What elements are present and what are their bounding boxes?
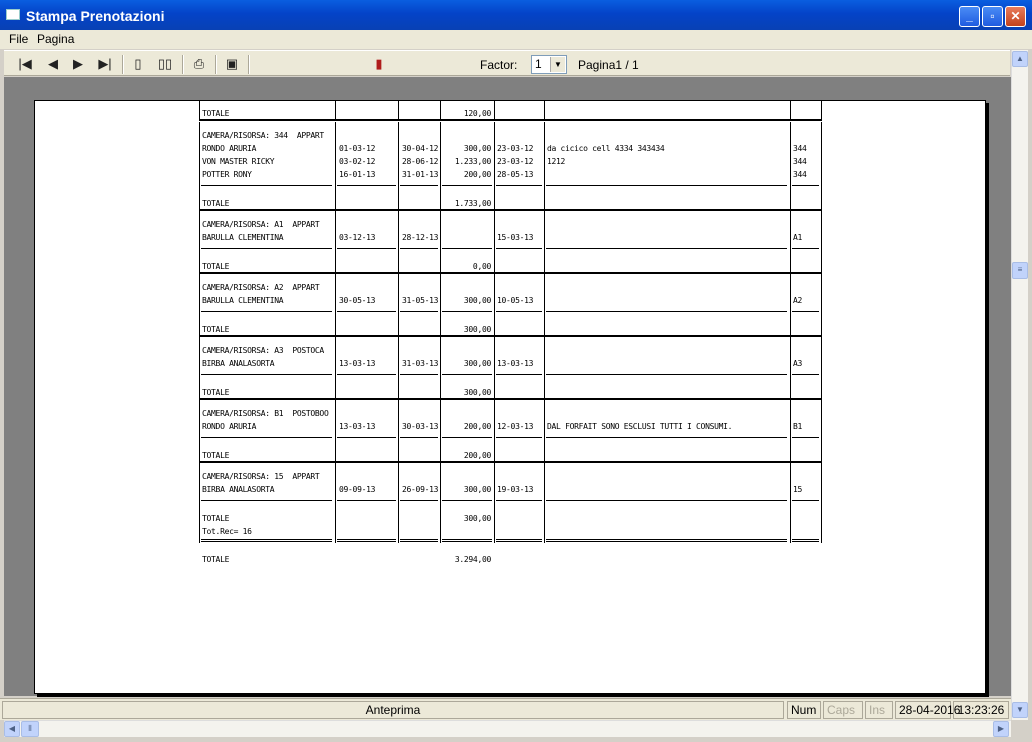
close-button[interactable]: ✕ <box>1005 6 1026 27</box>
table-cell: da cicico cell 4334 343434 <box>547 144 665 153</box>
status-time: 13:23:26 <box>953 701 1009 719</box>
table-cell: 1212 <box>547 157 566 166</box>
column-divider <box>199 211 200 274</box>
column-divider <box>821 101 822 121</box>
column-divider <box>398 122 399 211</box>
column-divider <box>821 337 822 400</box>
column-divider <box>821 274 822 337</box>
table-cell: 300,00 <box>463 359 491 368</box>
table-cell: 16-01-13 <box>339 170 376 179</box>
column-underline <box>546 248 787 249</box>
group-separator <box>199 461 821 463</box>
column-divider <box>440 400 441 463</box>
two-pages-icon[interactable]: ▯▯ <box>157 56 173 71</box>
table-cell: 23-03-12 <box>497 144 534 153</box>
factor-label: Factor: <box>480 58 518 72</box>
column-underline <box>496 437 542 438</box>
table-cell: 30-05-13 <box>339 296 376 305</box>
column-underline <box>496 539 542 542</box>
group-separator <box>199 398 821 400</box>
toolbar-separator <box>248 55 250 74</box>
column-divider <box>494 122 495 211</box>
column-divider <box>544 400 545 463</box>
column-underline <box>792 185 819 186</box>
column-divider <box>199 463 200 543</box>
scroll-down-icon[interactable]: ▼ <box>1012 702 1028 718</box>
column-divider <box>398 211 399 274</box>
column-underline <box>337 437 396 438</box>
total-amount: 300,00 <box>463 388 491 397</box>
table-cell: VON MASTER RICKY <box>202 157 275 166</box>
column-underline <box>546 437 787 438</box>
total-label: TOTALE <box>202 262 230 271</box>
toolbar-separator <box>182 55 184 74</box>
toolbar-separator <box>122 55 124 74</box>
column-underline <box>400 437 438 438</box>
table-cell: 1.233,00 <box>454 157 491 166</box>
total-amount: 120,00 <box>463 109 491 118</box>
page-indicator: Pagina1 / 1 <box>578 58 639 72</box>
table-cell: RONDO ARURIA <box>202 144 257 153</box>
status-num: Num <box>787 701 821 719</box>
column-underline <box>400 539 438 542</box>
column-divider <box>544 337 545 400</box>
table-cell: 300,00 <box>463 485 491 494</box>
menu-pagina[interactable]: Pagina <box>37 32 75 46</box>
column-divider <box>335 101 336 121</box>
toolbar <box>4 50 1010 76</box>
column-underline <box>442 437 492 438</box>
group-header: CAMERA/RISORSA: A1 APPART <box>202 220 320 229</box>
column-divider <box>494 400 495 463</box>
table-cell: BARULLA CLEMENTINA <box>202 296 284 305</box>
column-underline <box>496 311 542 312</box>
total-label: TOTALE <box>202 451 230 460</box>
table-cell: BIRBA ANALASORTA <box>202 485 275 494</box>
table-cell: A1 <box>793 233 803 242</box>
window-title: Stampa Prenotazioni <box>26 8 165 24</box>
column-divider <box>544 101 545 121</box>
column-divider <box>494 211 495 274</box>
status-bar <box>0 698 1011 720</box>
table-cell: 03-02-12 <box>339 157 376 166</box>
column-underline <box>546 374 787 375</box>
status-mode: Anteprima <box>2 701 784 719</box>
column-divider <box>398 337 399 400</box>
column-divider <box>440 274 441 337</box>
table-cell: 344 <box>793 157 807 166</box>
column-divider <box>790 122 791 211</box>
table-cell: 31-01-13 <box>402 170 439 179</box>
table-cell: 09-09-13 <box>339 485 376 494</box>
table-cell: 19-03-13 <box>497 485 534 494</box>
table-cell: RONDO ARURIA <box>202 422 257 431</box>
table-cell: 03-12-13 <box>339 233 376 242</box>
total-amount: 1.733,00 <box>454 199 491 208</box>
column-divider <box>398 463 399 543</box>
column-underline <box>201 500 332 501</box>
column-underline <box>792 500 819 501</box>
column-underline <box>496 500 542 501</box>
scroll-up-icon[interactable]: ▲ <box>1012 51 1028 67</box>
column-underline <box>201 437 332 438</box>
column-divider <box>398 101 399 121</box>
column-divider <box>440 101 441 121</box>
total-label: TOTALE <box>202 109 230 118</box>
column-underline <box>400 248 438 249</box>
table-cell: 13-03-13 <box>339 359 376 368</box>
column-divider <box>544 211 545 274</box>
column-underline <box>400 185 438 186</box>
column-underline <box>337 374 396 375</box>
column-underline <box>442 374 492 375</box>
column-underline <box>496 248 542 249</box>
column-underline <box>442 248 492 249</box>
status-date: 28-04-2016 <box>895 701 951 719</box>
column-divider <box>398 400 399 463</box>
column-divider <box>494 463 495 543</box>
vertical-scrollbar[interactable] <box>1011 50 1028 720</box>
minimize-button[interactable]: _ <box>959 6 980 27</box>
table-cell: POTTER RONY <box>202 170 252 179</box>
table-cell: 200,00 <box>463 422 491 431</box>
column-divider <box>199 337 200 400</box>
column-divider <box>790 101 791 121</box>
total-amount: 200,00 <box>463 451 491 460</box>
column-underline <box>201 539 332 542</box>
scroll-left-icon[interactable]: ◀ <box>4 721 20 737</box>
table-cell: 344 <box>793 144 807 153</box>
status-caps: Caps <box>823 701 863 719</box>
column-underline <box>337 248 396 249</box>
total-label: TOTALE <box>202 388 230 397</box>
column-underline <box>442 539 492 542</box>
exit-door-icon[interactable]: ▮ <box>375 56 383 71</box>
column-underline <box>400 311 438 312</box>
scroll-right-icon[interactable]: ▶ <box>993 721 1009 737</box>
grand-total-amount: 3.294,00 <box>454 555 491 564</box>
column-divider <box>494 101 495 121</box>
report-page <box>34 100 986 694</box>
factor-select[interactable] <box>531 55 567 74</box>
column-underline <box>792 437 819 438</box>
column-underline <box>442 500 492 501</box>
column-divider <box>544 122 545 211</box>
prev-page-icon[interactable]: ◀ <box>48 56 58 71</box>
export-icon[interactable]: ▣ <box>225 56 239 71</box>
column-divider <box>335 211 336 274</box>
column-divider <box>398 274 399 337</box>
table-cell: 28-05-13 <box>497 170 534 179</box>
column-divider <box>199 122 200 211</box>
horizontal-scrollbar[interactable] <box>4 720 1011 737</box>
table-cell: 13-03-13 <box>497 359 534 368</box>
group-separator <box>199 119 821 121</box>
table-cell: DAL FORFAIT SONO ESCLUSI TUTTI I CONSUMI. <box>547 422 733 431</box>
group-header: CAMERA/RISORSA: B1 POSTOBOO <box>202 409 329 418</box>
toolbar-separator <box>215 55 217 74</box>
column-divider <box>821 400 822 463</box>
total-amount: 0,00 <box>472 262 491 271</box>
column-underline <box>496 185 542 186</box>
table-cell: BARULLA CLEMENTINA <box>202 233 284 242</box>
column-divider <box>790 274 791 337</box>
group-header: CAMERA/RISORSA: 15 APPART <box>202 472 320 481</box>
column-divider <box>790 211 791 274</box>
table-cell: B1 <box>793 422 803 431</box>
table-cell: 300,00 <box>463 296 491 305</box>
column-divider <box>440 211 441 274</box>
column-divider <box>335 337 336 400</box>
status-ins: Ins <box>865 701 893 719</box>
column-divider <box>821 211 822 274</box>
column-divider <box>494 337 495 400</box>
column-underline <box>442 185 492 186</box>
table-cell: 23-03-12 <box>497 157 534 166</box>
table-cell: 200,00 <box>463 170 491 179</box>
column-underline <box>201 185 332 186</box>
table-cell: BIRBA ANALASORTA <box>202 359 275 368</box>
column-divider <box>821 463 822 543</box>
column-underline <box>546 500 787 501</box>
table-cell: A2 <box>793 296 803 305</box>
column-underline <box>201 374 332 375</box>
group-separator <box>199 209 821 211</box>
column-divider <box>440 337 441 400</box>
column-divider <box>494 274 495 337</box>
column-divider <box>199 400 200 463</box>
vertical-scroll-thumb[interactable]: ≡ <box>1012 262 1028 279</box>
print-icon[interactable]: ⎙ <box>193 56 205 71</box>
table-cell: 28-06-12 <box>402 157 439 166</box>
column-underline <box>546 311 787 312</box>
column-underline <box>442 311 492 312</box>
table-cell: 31-05-13 <box>402 296 439 305</box>
column-underline <box>792 539 819 542</box>
table-cell: 344 <box>793 170 807 179</box>
group-header: CAMERA/RISORSA: 344 APPART <box>202 131 324 140</box>
column-divider <box>335 463 336 543</box>
total-amount: 300,00 <box>463 514 491 523</box>
single-page-icon[interactable]: ▯ <box>134 56 142 71</box>
table-cell: 15 <box>793 485 803 494</box>
horizontal-scroll-thumb[interactable]: ⦀ <box>21 721 39 737</box>
group-header: CAMERA/RISORSA: A3 POSTOCA <box>202 346 324 355</box>
column-divider <box>440 122 441 211</box>
column-underline <box>337 500 396 501</box>
app-window-icon[interactable] <box>6 9 20 20</box>
column-underline <box>792 311 819 312</box>
group-separator <box>199 335 821 337</box>
column-divider <box>335 400 336 463</box>
column-divider <box>544 463 545 543</box>
total-amount: 300,00 <box>463 325 491 334</box>
table-cell: 26-09-13 <box>402 485 439 494</box>
column-underline <box>546 185 787 186</box>
table-cell: 10-05-13 <box>497 296 534 305</box>
total-label: TOTALE <box>202 514 230 523</box>
column-underline <box>337 185 396 186</box>
column-underline <box>201 311 332 312</box>
title-bar <box>0 0 1032 30</box>
record-count: Tot.Rec= 16 <box>202 527 252 536</box>
table-cell: 13-03-13 <box>339 422 376 431</box>
total-label: TOTALE <box>202 325 230 334</box>
column-underline <box>792 374 819 375</box>
column-underline <box>546 539 787 542</box>
menu-bar <box>0 30 1032 49</box>
column-divider <box>790 337 791 400</box>
table-cell: 30-03-13 <box>402 422 439 431</box>
table-cell: 31-03-13 <box>402 359 439 368</box>
column-underline <box>400 500 438 501</box>
last-page-icon[interactable]: ▶| <box>98 56 112 71</box>
column-divider <box>821 122 822 211</box>
table-cell: 12-03-13 <box>497 422 534 431</box>
grand-total-label: TOTALE <box>202 555 230 564</box>
table-cell: 300,00 <box>463 144 491 153</box>
column-divider <box>199 101 200 121</box>
column-underline <box>201 248 332 249</box>
column-divider <box>790 463 791 543</box>
column-underline <box>337 539 396 542</box>
next-page-icon[interactable]: ▶ <box>73 56 83 71</box>
group-header: CAMERA/RISORSA: A2 APPART <box>202 283 320 292</box>
table-cell: 01-03-12 <box>339 144 376 153</box>
column-divider <box>335 122 336 211</box>
column-divider <box>544 274 545 337</box>
column-divider <box>199 274 200 337</box>
table-cell: 30-04-12 <box>402 144 439 153</box>
table-cell: 15-03-13 <box>497 233 534 242</box>
column-underline <box>792 248 819 249</box>
total-label: TOTALE <box>202 199 230 208</box>
column-underline <box>337 311 396 312</box>
factor-value: 1 <box>535 57 542 71</box>
maximize-button[interactable]: ▫ <box>982 6 1003 27</box>
column-divider <box>790 400 791 463</box>
column-divider <box>335 274 336 337</box>
chevron-down-icon[interactable]: ▼ <box>550 57 565 72</box>
column-divider <box>440 463 441 543</box>
column-underline <box>400 374 438 375</box>
menu-file[interactable]: File <box>9 32 29 46</box>
group-separator <box>199 272 821 274</box>
table-cell: A3 <box>793 359 803 368</box>
first-page-icon[interactable]: |◀ <box>18 56 32 71</box>
column-underline <box>496 374 542 375</box>
table-cell: 28-12-13 <box>402 233 439 242</box>
